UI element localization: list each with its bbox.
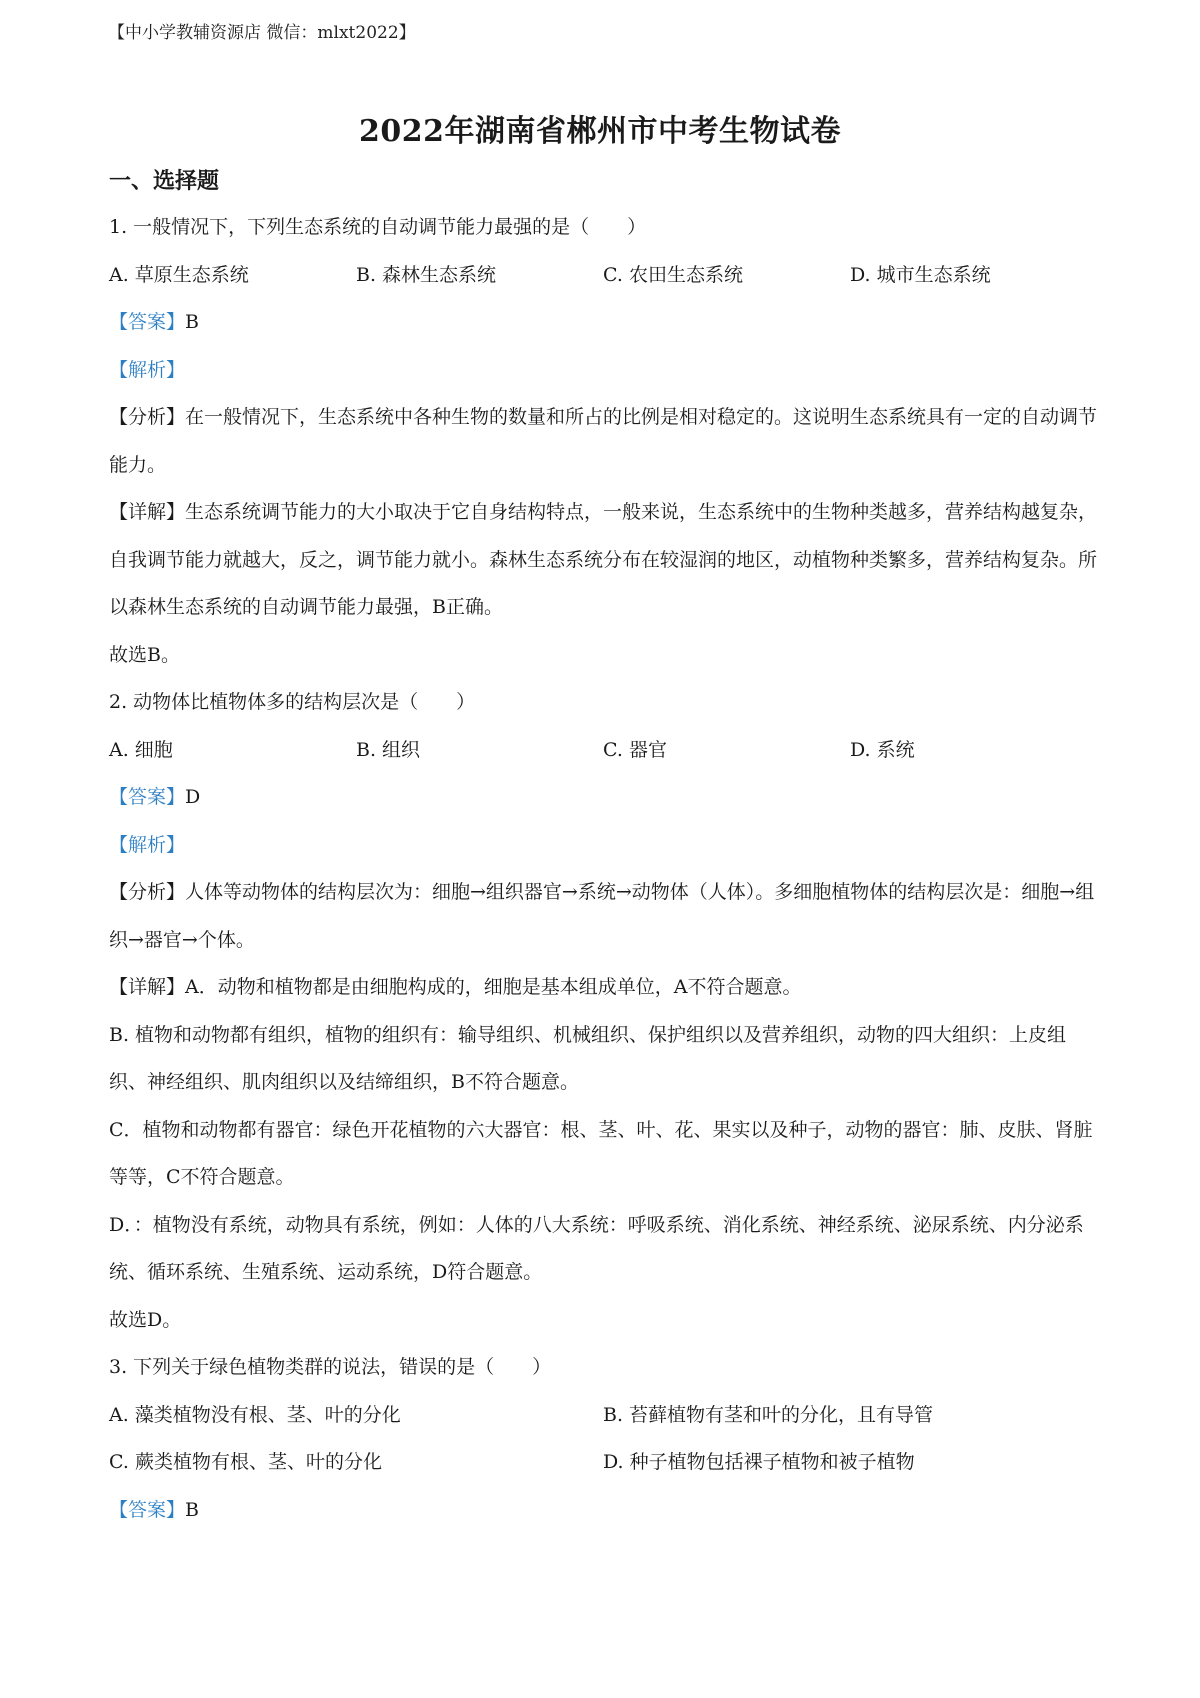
detail-paragraph-b: B. 植物和动物都有组织，植物的组织有：输导组织、机械组织、保护组织以及营养组织，动物的四大组织：上皮组织、神经组织、肌肉组织以及结缔组织，B不符合题意。 — [109, 1023, 1067, 1093]
fenxi-text: 在一般情况下，生态系统中各种生物的数量和所占的比例是相对稳定的。这说明生态系统具有一定的自动调节能力。 — [109, 406, 1098, 476]
fenxi-paragraph — [109, 869, 1099, 964]
options-row — [109, 252, 1099, 300]
options-row — [109, 727, 1099, 775]
answer-value: B — [185, 311, 199, 333]
document-body — [109, 158, 1099, 1534]
answer-tag: 【答案】 — [109, 311, 186, 333]
option-b: B. 苔藓植物有茎和叶的分化，且有导管 — [603, 1403, 934, 1426]
question-2 — [109, 679, 1099, 1344]
xiangjie-paragraph — [109, 489, 1099, 632]
question-3 — [109, 1344, 1099, 1534]
detail-paragraph-c: C．植物和动物都有器官：绿色开花植物的六大器官：根、茎、叶、花、果实以及种子，动物的器官：肺、皮肤、肾脏等等，C不符合题意。 — [109, 1118, 1093, 1188]
answer-value: B — [185, 1498, 199, 1521]
watermark-text: 【中小学教辅资源店 微信：mlxt2022】 — [108, 23, 416, 43]
analysis-line — [109, 347, 1099, 395]
option-c: C. 蕨类植物有根、茎、叶的分化 — [109, 1451, 382, 1473]
answer-line — [109, 1487, 1099, 1535]
xiangjie-text: 生态系统调节能力的大小取决于它自身结构特点，一般来说，生态系统中的生物种类越多，营养结构越复杂，自我调节能力就越大，反之，调节能力就小。森林生态系统分布在较湿润的地区，动植物种类繁多，营养结构复杂。所以森林生态系统的自动调节能力最强，B正确。 — [109, 501, 1098, 618]
fenxi-paragraph — [109, 394, 1099, 489]
answer-value: D — [185, 786, 201, 808]
answer-line — [109, 299, 1099, 347]
option-b: B. 组织 — [356, 738, 421, 761]
question-stem: 2. 动物体比植物体多的结构层次是（ ） — [109, 691, 476, 713]
question-stem: 1. 一般情况下，下列生态系统的自动调节能力最强的是（ ） — [109, 216, 647, 238]
option-a: A. 细胞 — [109, 738, 173, 761]
detail-paragraph-d: D．：植物没有系统，动物具有系统，例如：人体的八大系统：呼吸系统、消化系统、神经系统、泌尿系统、内分泌系统、循环系统、生殖系统、运动系统，D符合题意。 — [109, 1213, 1084, 1283]
conclusion-line: 故选D。 — [109, 1308, 182, 1331]
answer-line — [109, 774, 1099, 822]
option-a: A. 藻类植物没有根、茎、叶的分化 — [109, 1403, 401, 1426]
analysis-line — [109, 822, 1099, 870]
page-title: 2022年湖南省郴州市中考生物试卷 — [359, 114, 841, 149]
xiangjie-tag: 【详解】 — [109, 501, 186, 523]
option-d: D. 种子植物包括裸子植物和被子植物 — [603, 1451, 915, 1473]
section-heading: 一、选择题 — [109, 168, 220, 194]
answer-tag: 【答案】 — [109, 786, 186, 808]
option-d: D. 城市生态系统 — [850, 263, 991, 286]
fenxi-tag: 【分析】 — [109, 881, 186, 903]
xiangjie-paragraph — [109, 964, 1099, 1012]
fenxi-tag: 【分析】 — [109, 406, 186, 428]
question-1 — [109, 204, 1099, 679]
answer-tag: 【答案】 — [109, 1498, 186, 1521]
option-b: B. 森林生态系统 — [356, 263, 497, 286]
analysis-tag: 【解析】 — [109, 358, 186, 381]
option-c: C. 器官 — [603, 738, 667, 761]
options-row — [109, 1439, 1099, 1487]
analysis-tag: 【解析】 — [109, 833, 186, 856]
xiangjie-tag: 【详解】 — [109, 976, 186, 998]
xiangjie-text: A．动物和植物都是由细胞构成的，细胞是基本组成单位，A不符合题意。 — [185, 976, 802, 998]
conclusion-line: 故选B。 — [109, 643, 180, 666]
fenxi-text: 人体等动物体的结构层次为：细胞→组织器官→系统→动物体（人体）。多细胞植物体的结构层次是：细胞→组织→器官→个体。 — [109, 881, 1095, 951]
option-a: A. 草原生态系统 — [109, 263, 249, 286]
options-row — [109, 1392, 1099, 1440]
option-c: C. 农田生态系统 — [603, 263, 743, 286]
option-d: D. 系统 — [850, 738, 915, 761]
question-stem: 3. 下列关于绿色植物类群的说法，错误的是（ ） — [109, 1356, 552, 1378]
